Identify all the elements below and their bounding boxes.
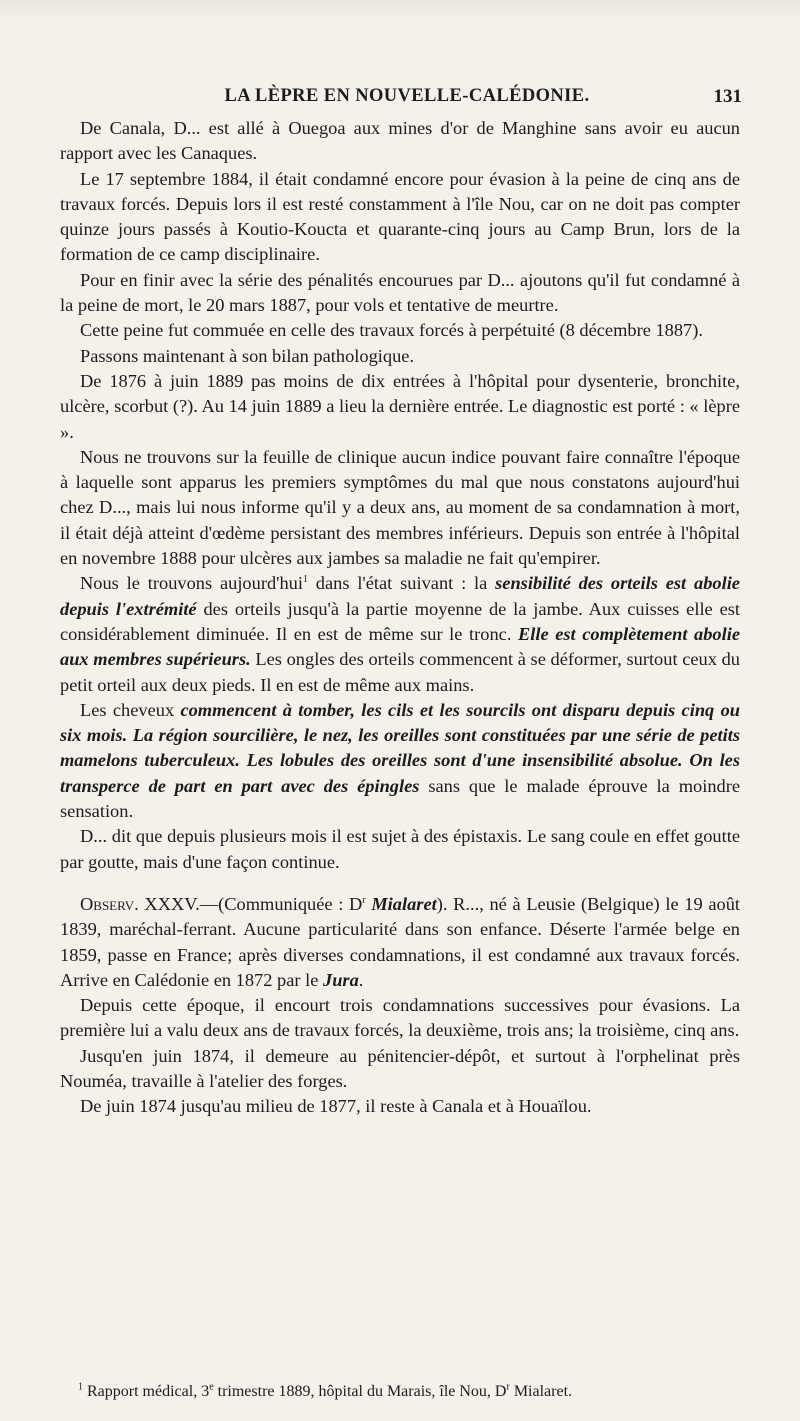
running-title: LA LÈPRE EN NOUVELLE-CALÉDONIE. — [224, 86, 590, 106]
text-run: dans l'état suivant : la — [307, 573, 496, 594]
text-run: —(Communiquée : D — [199, 893, 363, 914]
paragraph — [60, 571, 740, 697]
text-run: des orteils jusqu'à la partie moyenne de la jambe. Aux cuisses elle est considérablement diminuée. Il en est de même sur le tronc. — [60, 598, 740, 644]
footnote-text: Mialaret. — [509, 1383, 573, 1400]
page-number: 131 — [713, 86, 742, 107]
paragraph: Depuis cette époque, il encourt trois condamnations successives pour évasions. La première lui a valu deux ans de travaux forcés, la deuxième, trois ans; la troisième, cinq ans. — [60, 995, 740, 1041]
paragraph: De Canala, D... est allé à Ouegoa aux mines d'or de Manghine sans avoir eu aucun rapport avec les Canaques. — [60, 118, 740, 164]
running-header — [72, 86, 742, 114]
emphasis: Mialaret — [365, 893, 437, 914]
superscript: e — [209, 1381, 214, 1393]
footnote-reference: 1 — [302, 574, 308, 586]
body-text — [60, 116, 740, 1120]
text-run: sans que le malade éprouve la moindre sensation. — [60, 775, 740, 822]
observation-label: Observ. XXXV. — [80, 893, 200, 914]
superscript: r — [362, 894, 366, 906]
text-run: Les cheveux — [80, 699, 181, 720]
superscript: r — [506, 1381, 510, 1393]
footnote-text: trimestre 1889, hôpital du Marais, île Nou, D — [213, 1383, 507, 1400]
paragraph: Passons maintenant à son bilan pathologique. — [80, 345, 415, 366]
paragraph: De 1876 à juin 1889 pas moins de dix entrées à l'hôpital pour dysenterie, bronchite, ulcère, scorbut (?). Au 14 juin 1889 a lieu la dernière entrée. Le diagnostic est porté : « lèpre ». — [60, 370, 740, 442]
emphasis: commencent à tomber, les cils et les sourcils ont disparu depuis cinq ou six mois. La région sourcilière, le nez, les oreilles sont constituées par une série de petits mamelons tuberculeux. Les lobules des oreilles sont d'une insensibilité absolue. On les transperce de part en part avec des épingles — [60, 699, 740, 796]
paragraph: Nous ne trouvons sur la feuille de clinique aucun indice pouvant faire connaître l'époque à laquelle sont apparus les premiers symptômes du mal que nous constatons aujourd'hui chez D..., mais lui nous informe qu'il y a deux ans, au moment de sa condamnation à mort, il était déjà atteint d'œdème persistant des membres inférieurs. Depuis son entrée à l'hôpital en novembre 1888 pour ulcères aux jambes sa maladie ne fait qu'empirer. — [60, 446, 740, 569]
text-run: ). R..., né à Leusie (Belgique) le 19 août 1839, maréchal-ferrant. Aucune particularité dans son enfance. Déserte l'armée belge en 1859, passe en France; après diverses condamnations, il est condamné aux travaux forcés. Arrive en Calédonie en 1872 par le — [60, 893, 741, 990]
footnote-text: Rapport médical, 3 — [83, 1383, 210, 1400]
paragraph: De juin 1874 jusqu'au milieu de 1877, il reste à Canala et à Houaïlou. — [80, 1096, 592, 1117]
text-run: Les ongles des orteils commencent à se déformer, surtout ceux du petit orteil aux deux pieds. Il en est de même aux mains. — [60, 649, 740, 695]
text-run: . — [358, 969, 364, 990]
emphasis: Elle est complètement abolie aux membres supérieurs. — [60, 623, 740, 670]
emphasis: Jura — [323, 969, 359, 990]
paragraph: Pour en finir avec la série des pénalités encourues par D... ajoutons qu'il fut condamné à la peine de mort, le 20 mars 1887, pour vols et tentative de meurtre. — [60, 269, 740, 316]
text-run: Nous le trouvons aujourd'hui — [80, 573, 303, 594]
paragraph: D... dit que depuis plusieurs mois il est sujet à des épistaxis. Le sang coule en effet goutte par goutte, mais d'une façon continue. — [60, 826, 740, 872]
paragraph: Cette peine fut commuée en celle des travaux forcés à perpétuité (8 décembre 1887). — [80, 320, 703, 341]
footnote — [78, 1382, 740, 1402]
paragraph: Le 17 septembre 1884, il était condamné encore pour évasion à la peine de cinq ans de travaux forcés. Depuis lors il est resté constamment à l'île Nou, car on ne doit pas compter quinze jours passés à Koutio-Koucta et quarante-cinq jours au Camp Brun, lors de la formation de ce camp disciplinaire. — [60, 168, 740, 265]
observation-paragraph — [60, 892, 740, 993]
emphasis: sensibilité des orteils est abolie depuis l'extrémité — [60, 573, 740, 619]
paragraph: Jusqu'en juin 1874, il demeure au pénitencier-dépôt, et surtout à l'orphelinat près Nouméa, travaille à l'atelier des forges. — [60, 1045, 740, 1091]
footnote-marker: 1 — [78, 1381, 83, 1393]
paragraph — [60, 698, 740, 824]
